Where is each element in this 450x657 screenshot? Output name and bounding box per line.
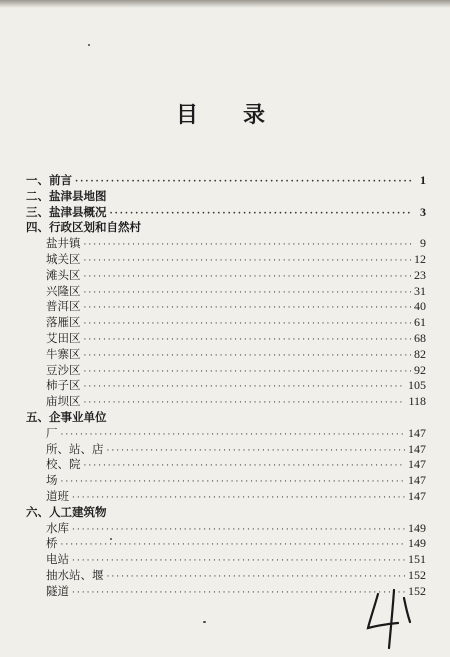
toc-entry [26, 378, 426, 394]
toc-label: 校、院 [46, 457, 81, 472]
toc-leader-dots [61, 475, 406, 491]
toc-leader-dots [84, 301, 412, 317]
toc-leader-dots [107, 570, 406, 586]
toc-label: 普洱区 [46, 299, 81, 314]
toc-entry [26, 489, 426, 505]
toc-label: 艾田区 [46, 330, 81, 345]
toc-leader-dots [75, 175, 413, 191]
toc-label: 六、人工建筑物 [26, 504, 107, 519]
toc-leader-dots [84, 238, 414, 254]
toc-section [26, 205, 426, 221]
page-title-char-1: 目 [176, 102, 199, 128]
toc-label: 兴隆区 [46, 283, 81, 298]
toc-entry [26, 568, 426, 584]
toc-label: 一、前言 [26, 173, 72, 187]
toc-entry [26, 473, 426, 489]
toc-label: 牛寨区 [46, 346, 81, 361]
toc-leader-dots [84, 254, 412, 270]
toc-entry [26, 347, 426, 363]
toc-entry [26, 536, 426, 552]
toc-entry [26, 363, 426, 379]
print-speck [203, 621, 206, 623]
print-speck [88, 44, 90, 46]
toc-label: 落雁区 [46, 315, 81, 330]
toc-leader-dots [84, 270, 412, 286]
toc-page-number: 3 [420, 204, 426, 219]
toc-entry [26, 426, 426, 442]
print-speck [110, 538, 112, 540]
toc-page-number: 147 [408, 488, 426, 503]
toc-section [26, 410, 426, 426]
toc-entry [26, 552, 426, 568]
toc-leader-dots [107, 444, 406, 460]
toc-page-number: 82 [414, 346, 426, 361]
toc-page-number: 40 [414, 299, 426, 314]
toc-entry [26, 252, 426, 268]
toc-page-number: 1 [420, 173, 426, 187]
toc-entry [26, 284, 426, 300]
toc-entry [26, 331, 426, 347]
toc-section [26, 220, 426, 236]
toc-page-number: 147 [408, 473, 426, 488]
page-top-edge [0, 0, 450, 8]
toc-label: 城关区 [46, 251, 81, 266]
toc-label: 二、盐津县地图 [26, 188, 107, 203]
toc-page-number: 92 [414, 362, 426, 377]
toc-leader-dots [72, 491, 405, 507]
toc-label: 隧道 [46, 583, 69, 598]
toc-entry [26, 442, 426, 458]
toc-label: 水库 [46, 520, 69, 535]
toc-label: 滩头区 [46, 267, 81, 282]
toc-page-number: 151 [408, 552, 426, 567]
toc-label: 道班 [46, 488, 69, 503]
toc-label: 电站 [46, 552, 69, 567]
toc-label: 盐井镇 [46, 236, 81, 251]
toc-label: 抽水站、堰 [46, 567, 104, 582]
toc-section [26, 189, 426, 205]
toc-leader-dots [84, 333, 412, 349]
toc-page-number: 61 [414, 315, 426, 330]
toc-page-number: 9 [420, 236, 426, 251]
table-of-contents [26, 173, 426, 600]
toc-entry [26, 236, 426, 252]
toc-label: 庙坝区 [46, 394, 81, 409]
toc-entry [26, 521, 426, 537]
handwritten-page-number [364, 583, 426, 652]
toc-label: 五、企事业单位 [26, 409, 107, 424]
toc-leader-dots [84, 459, 406, 475]
toc-leader-dots [84, 365, 412, 381]
toc-page-number: 147 [408, 457, 426, 472]
toc-leader-dots [72, 523, 405, 539]
toc-entry [26, 457, 426, 473]
toc-page-number: 147 [408, 441, 426, 456]
page-title [0, 98, 450, 128]
toc-leader-dots [61, 428, 406, 444]
toc-label: 厂 [46, 425, 58, 440]
toc-section [26, 505, 426, 521]
toc-leader-dots [110, 207, 414, 223]
toc-leader-dots [84, 349, 412, 365]
toc-leader-dots [61, 538, 406, 554]
toc-page-number: 147 [408, 425, 426, 440]
toc-leader-dots [84, 380, 406, 396]
toc-entry [26, 299, 426, 315]
toc-page-number: 149 [408, 536, 426, 551]
toc-page-number: 118 [408, 394, 426, 409]
toc-label: 桥 [46, 536, 58, 551]
toc-page-number: 23 [414, 267, 426, 282]
toc-leader-dots [84, 286, 412, 302]
toc-entry [26, 268, 426, 284]
toc-label: 四、行政区划和自然村 [26, 220, 141, 235]
toc-leader-dots [72, 554, 405, 570]
toc-leader-dots [72, 586, 405, 602]
toc-page-number: 31 [414, 283, 426, 298]
toc-label: 所、站、店 [46, 441, 104, 456]
toc-leader-dots [84, 396, 406, 412]
toc-page-number: 12 [414, 251, 426, 266]
toc-label: 三、盐津县概况 [26, 204, 107, 219]
toc-page-number: 152 [408, 583, 426, 598]
toc-page-number: 152 [408, 567, 426, 582]
toc-label: 豆沙区 [46, 362, 81, 377]
toc-entry [26, 315, 426, 331]
toc-entry [26, 394, 426, 410]
toc-label: 场 [46, 473, 58, 488]
toc-label: 柿子区 [46, 378, 81, 393]
toc-section [26, 173, 426, 189]
toc-page-number: 149 [408, 520, 426, 535]
toc-leader-dots [84, 317, 412, 333]
toc-page-number: 68 [414, 330, 426, 345]
toc-page-number: 105 [408, 378, 426, 393]
page-title-char-2: 录 [243, 102, 266, 128]
